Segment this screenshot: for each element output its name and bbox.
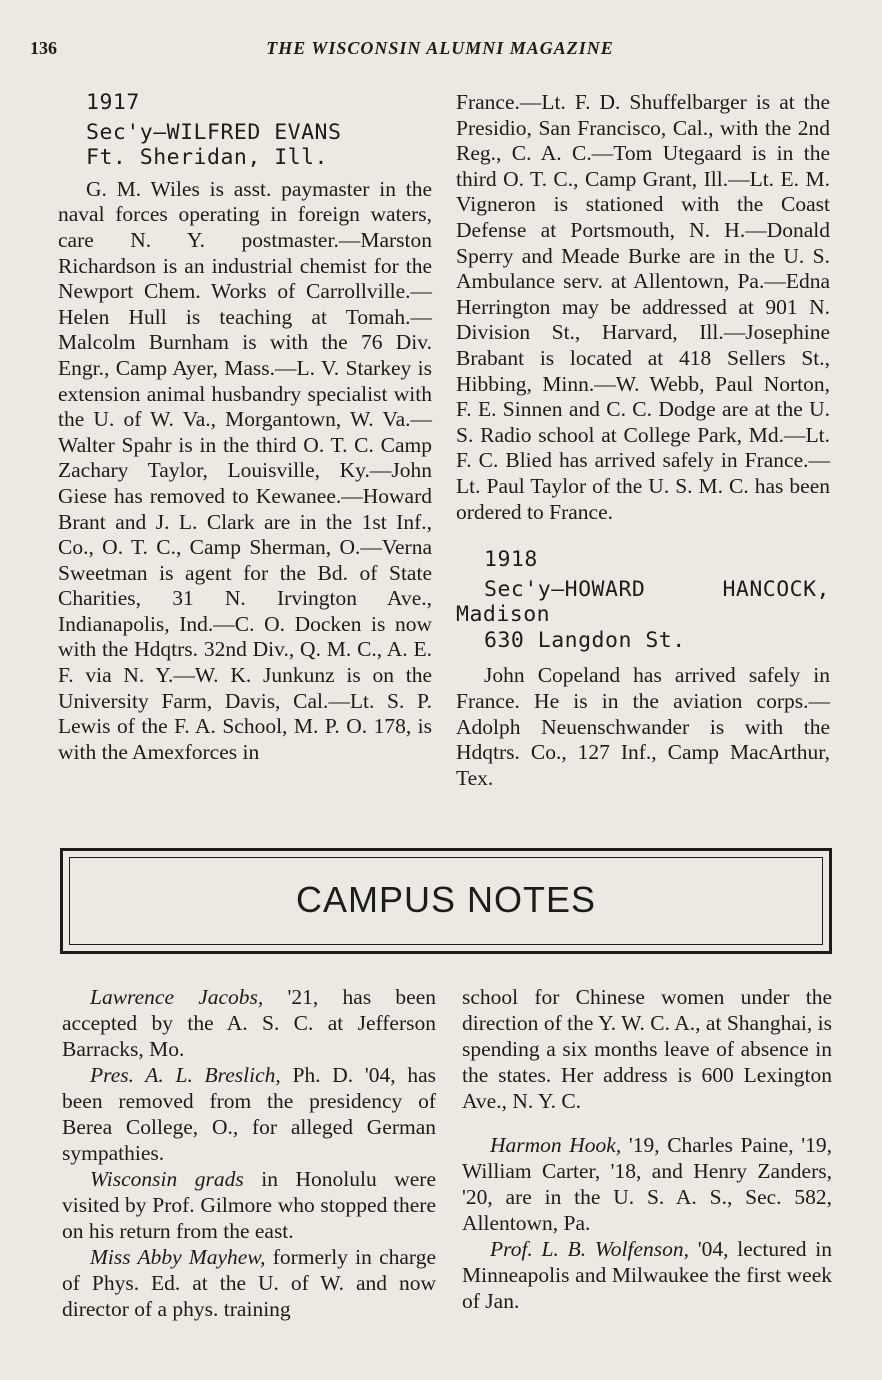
page-header <box>30 38 850 64</box>
note-text: in Honolulu were visited by Prof. Gilmore who stopped there on his return from the east. <box>62 1167 437 1243</box>
note-text: '21, has been accepted by the A. S. C. at Jefferson Barracks, Mo. <box>62 985 436 1061</box>
note-text: formerly in charge of Phys. Ed. at the U. of W. and now director of a phys. training <box>62 1245 437 1321</box>
class-1917-left-column <box>58 90 432 765</box>
campus-note-wolfenson <box>462 1236 832 1314</box>
note-name: Miss Abby Mayhew, <box>90 1245 266 1269</box>
note-name: Wisconsin grads <box>90 1167 244 1191</box>
campus-notes-right-column <box>462 984 832 1314</box>
note-text: '19, Charles Paine, '19, William Carter, '18, and Henry Zanders, '20, are in the U. S. A. S., Sec. 582, Allentown, Pa. <box>462 1133 832 1235</box>
campus-note-honolulu <box>62 1166 436 1244</box>
campus-notes-banner <box>60 848 832 954</box>
class-1918-secretary-address: 630 Langdon St. <box>484 627 686 653</box>
class-1918-secretary: Sec'y—HOWARD HANCOCK, Madison <box>456 576 830 628</box>
note-name: Harmon Hook, <box>490 1133 622 1157</box>
campus-note-breslich <box>62 1062 436 1166</box>
class-1917-notes: G. M. Wiles is asst. paymaster in the naval forces operating in foreign waters, care N. Y. postmaster.—Marston Richardson is an industrial chemist for the Newport Chem. Works of Carrollville.—Helen Hull is teaching at Tomah.—Malcolm Burnham is with the 76 Div. Engr., Camp Ayer, Mass.—L. V. Starkey is extension animal husbandry specialist with the U. of W. Va., Morgantown, W. Va.—Walter Spahr is in the third O. T. C. Camp Zachary Taylor, Louisville, Ky.—John Giese has removed to Kewanee.—Howard Brant and J. L. Clark are in the 1st Inf., Co., O. T. C., Camp Sherman, O.—Verna Sweetman is agent for the Bd. of State Charities, 31 N. Irvington Ave., Indianapolis, Ind.—C. O. Docken is now with the Hdqtrs. 32nd Div., Q. M. C., A. E. F. via N. Y.—W. K. Junkunz is on the University Farm, Davis, Cal.—Lt. S. P. Lewis of the F. A. School, M. P. O. 178, is with the Amexforces in <box>58 176 432 764</box>
campus-note-hook <box>462 1132 832 1236</box>
campus-notes-title: CAMPUS NOTES <box>295 879 597 920</box>
note-name: Pres. A. L. Breslich, <box>90 1063 281 1087</box>
campus-note-mayhew <box>62 1244 436 1322</box>
note-text: '04, lectured in Minneapolis and Milwaukee the first week of Jan. <box>462 1237 832 1313</box>
class-1917-secretary: Sec'y—WILFRED EVANS <box>86 119 342 145</box>
class-1917-secretary-address: Ft. Sheridan, Ill. <box>86 145 328 171</box>
running-head: THE WISCONSIN ALUMNI MAGAZINE <box>266 38 614 58</box>
right-column-top <box>456 90 830 791</box>
class-1917-notes-continued: France.—Lt. F. D. Shuffelbarger is at the Presidio, San Francisco, Cal., with the 2nd Reg., C. A. C.—Tom Utegaard is in the third O. T. C., Camp Grant, Ill.—Lt. E. M. Vigneron is stationed with the Coast Defense at Portsmouth, N. H.—Donald Sperry and Meade Burke are in the U. S. Ambulance serv. at Allentown, Pa.—Edna Herrington may be addressed at 901 N. Division St., Harvard, Ill.—Josephine Brabant is located at 418 Sellers St., Hibbing, Minn.—W. Webb, Paul Norton, F. E. Sinnen and C. C. Dodge are at the U. S. Radio school at College Park, Md.—Lt. F. C. Blied has arrived safely in France.—Lt. Paul Taylor of the U. S. M. C. has been ordered to France. <box>456 90 830 524</box>
class-1917-year: 1917 <box>86 90 140 115</box>
note-text: Ph. D. '04, has been removed from the presidency of Berea College, O., for alleged German sympathies. <box>62 1063 436 1165</box>
campus-note-jacobs <box>62 984 436 1062</box>
class-1918-notes: John Copeland has arrived safely in France. He is in the aviation corps.—Adolph Neuenschwander is with the Hdqtrs. Co., 127 Inf., Camp MacArthur, Tex. <box>456 663 830 790</box>
note-name: Lawrence Jacobs, <box>90 985 264 1009</box>
campus-notes-left-column <box>62 984 436 1322</box>
campus-note-mayhew-continued: school for Chinese women under the direction of the Y. W. C. A., at Shanghai, is spending a six months leave of absence in the states. Her address is 600 Lexington Ave., N. Y. C. <box>462 985 832 1113</box>
class-1918-year: 1918 <box>484 547 538 573</box>
note-name: Prof. L. B. Wolfenson, <box>490 1237 690 1261</box>
page-number: 136 <box>30 38 57 58</box>
